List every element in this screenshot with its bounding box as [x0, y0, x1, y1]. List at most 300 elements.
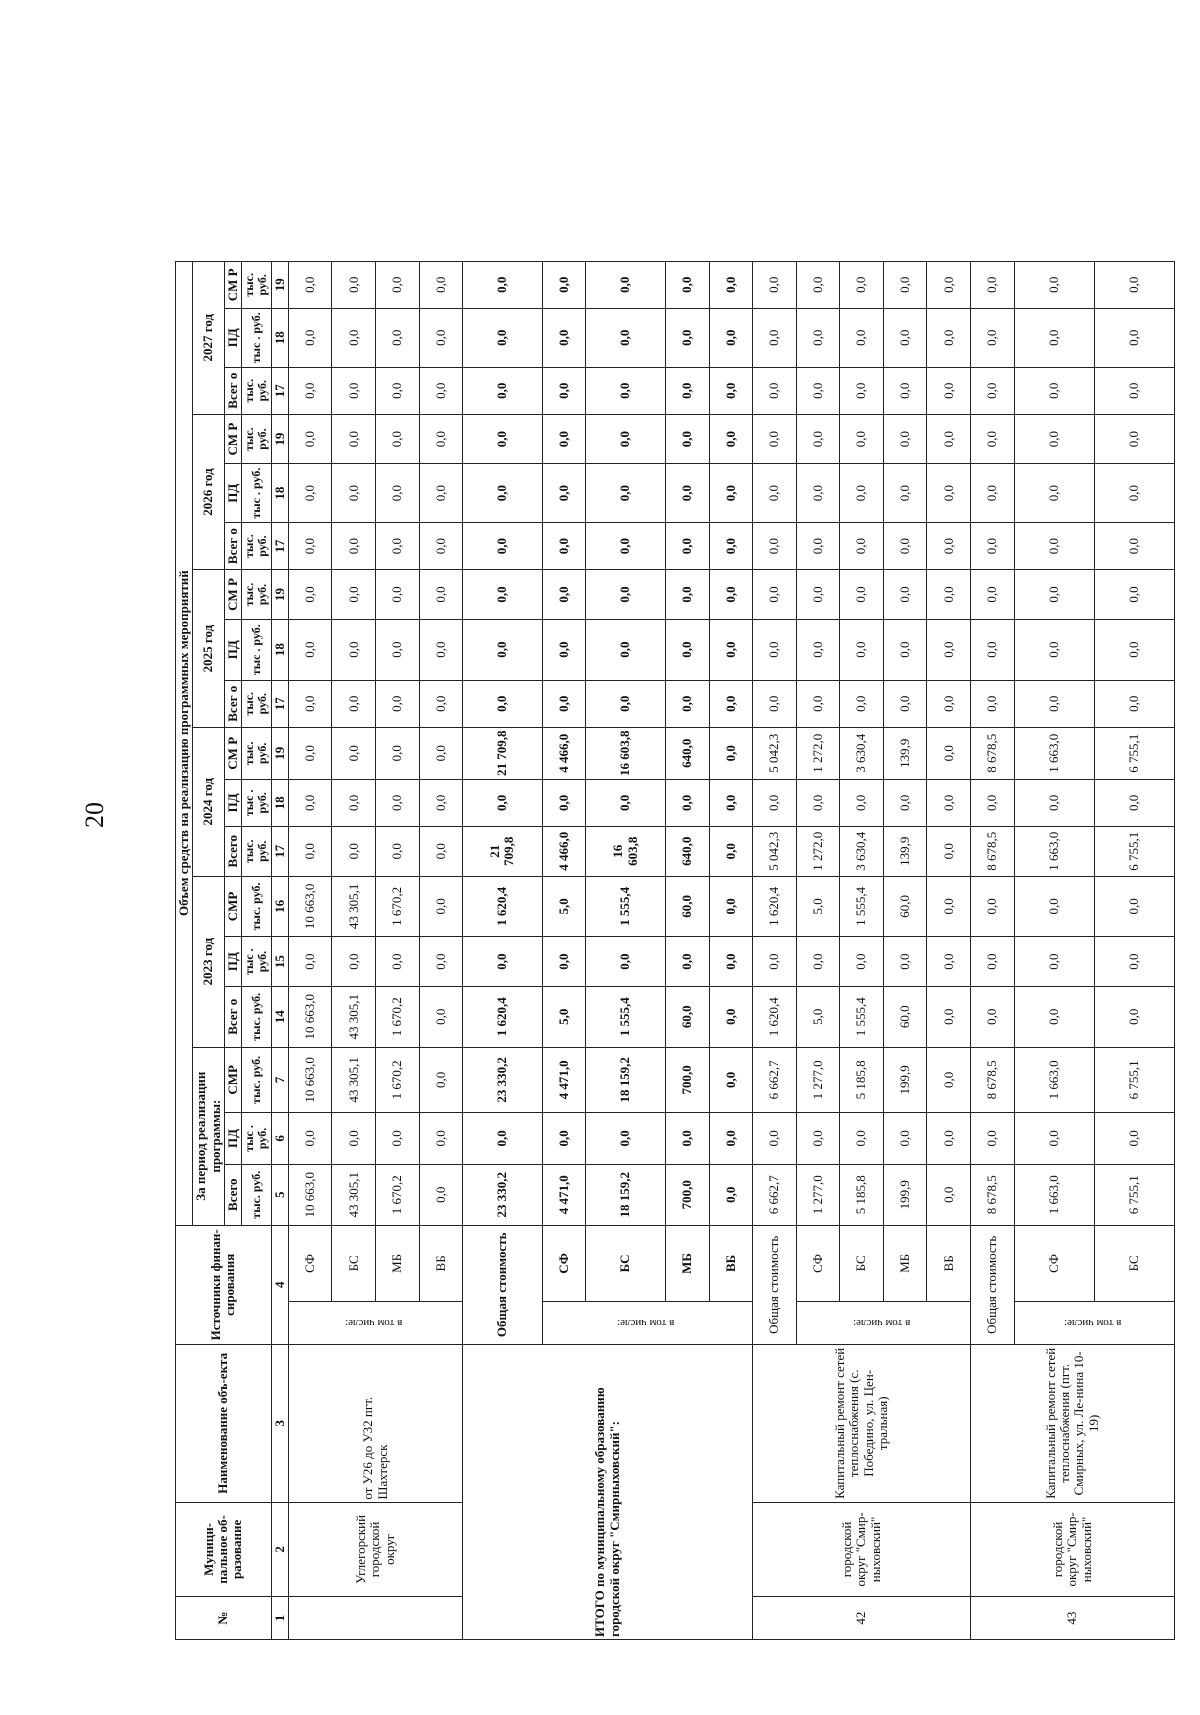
value-cell: 0,0	[883, 414, 927, 464]
column-number: 15	[271, 937, 288, 987]
unit-cell: тыс. руб.	[242, 522, 271, 569]
header-volume: Объем средств на реализацию программных мероприятий	[176, 261, 193, 1225]
value-cell: 0,0	[1014, 986, 1094, 1047]
value-cell: 0,0	[927, 522, 971, 569]
value-cell: 0,0	[376, 570, 420, 620]
value-cell: 0,0	[376, 308, 420, 367]
unit-cell: тыс. руб.	[242, 570, 271, 620]
total-cost-label: Общая стоимость	[753, 1225, 797, 1344]
value-cell: 1 620,4	[463, 986, 543, 1047]
value-cell: 0,0	[1014, 414, 1094, 464]
value-cell: 0,0	[796, 619, 840, 680]
rotated-table-wrapper	[175, 60, 1175, 1640]
value-cell: 0,0	[840, 570, 884, 620]
value-cell: 0,0	[665, 779, 709, 826]
header-year: 2025 год	[193, 570, 225, 728]
header-year: 2024 год	[193, 727, 225, 876]
header-sub: Всего	[224, 826, 241, 876]
value-cell: 0,0	[332, 522, 376, 569]
column-number: 4	[271, 1225, 288, 1344]
value-cell: 0,0	[1094, 619, 1174, 680]
value-cell: 0,0	[840, 937, 884, 987]
value-cell: 0,0	[927, 1047, 971, 1112]
in-total-label	[288, 1302, 462, 1345]
in-total-text: в том числе:	[1063, 1317, 1122, 1330]
header-sub: Всег о	[224, 680, 241, 727]
value-cell: 1 277,0	[796, 1047, 840, 1112]
value-cell: 0,0	[419, 680, 463, 727]
value-cell: 0,0	[753, 367, 797, 414]
header-sub: СМ Р	[224, 570, 241, 620]
column-number: 18	[271, 308, 288, 367]
header-sub: СМ Р	[224, 261, 241, 308]
value-cell: 0,0	[840, 680, 884, 727]
value-cell: 1 272,0	[796, 727, 840, 779]
value-cell: 0,0	[753, 680, 797, 727]
page-number: 20	[80, 802, 109, 828]
value-cell: 0,0	[970, 464, 1014, 523]
header-object: Наименование объ-екта	[176, 1344, 272, 1502]
value-cell: 0,0	[332, 779, 376, 826]
value-cell: 0,0	[542, 680, 586, 727]
unit-cell: тыс . руб.	[242, 464, 271, 523]
value-cell: 0,0	[288, 779, 332, 826]
column-number: 18	[271, 619, 288, 680]
header-year: 2026 год	[193, 414, 225, 569]
value-cell: 0,0	[463, 261, 543, 308]
value-cell: 0,0	[332, 619, 376, 680]
value-cell: 3 630,4	[840, 727, 884, 779]
value-cell: 0,0	[463, 680, 543, 727]
value-cell: 0,0	[463, 619, 543, 680]
value-cell: 0,0	[840, 367, 884, 414]
source-row	[288, 61, 332, 1640]
header-sub: СМР	[224, 1047, 241, 1112]
section-total-row	[970, 61, 1014, 1640]
header-no: №	[176, 1597, 272, 1640]
column-number: 19	[271, 261, 288, 308]
value-cell: 8 678,5	[970, 1047, 1014, 1112]
value-cell: 0,0	[332, 414, 376, 464]
value-cell: 6 755,1	[1094, 1047, 1174, 1112]
unit-cell: тыс. руб.	[242, 680, 271, 727]
value-cell: 0,0	[927, 619, 971, 680]
value-cell: 139,9	[883, 826, 927, 876]
value-cell: 199,9	[883, 1164, 927, 1225]
value-cell: 0,0	[840, 414, 884, 464]
value-cell: 0,0	[840, 779, 884, 826]
value-cell: 0,0	[709, 464, 753, 523]
value-cell: 0,0	[288, 570, 332, 620]
value-cell: 0,0	[970, 1113, 1014, 1165]
value-cell: 0,0	[970, 680, 1014, 727]
value-cell: 23 330,2	[463, 1047, 543, 1112]
value-cell: 60,0	[883, 876, 927, 937]
value-cell: 4 466,0	[542, 727, 586, 779]
value-cell: 0,0	[1094, 1113, 1174, 1165]
column-number: 19	[271, 414, 288, 464]
table-header	[176, 61, 289, 1640]
unit-cell: тыс. руб.	[242, 876, 271, 937]
value-cell: 3 630,4	[840, 826, 884, 876]
header-sub: Всег о	[224, 522, 241, 569]
value-cell: 0,0	[586, 779, 666, 826]
value-cell: 4 471,0	[542, 1164, 586, 1225]
column-number: 5	[271, 1164, 288, 1225]
value-cell: 0,0	[586, 261, 666, 308]
header-mo: Муници-пальное об-разование	[176, 1502, 272, 1597]
value-cell: 0,0	[288, 308, 332, 367]
column-number: 18	[271, 464, 288, 523]
source-code: ВБ	[709, 1225, 753, 1302]
value-cell: 8 678,5	[970, 727, 1014, 779]
value-cell: 0,0	[586, 522, 666, 569]
value-cell: 10 663,0	[288, 1047, 332, 1112]
value-cell: 0,0	[1014, 680, 1094, 727]
in-total-text: в том числе:	[617, 1317, 675, 1330]
header-sub: Всег о	[224, 986, 241, 1047]
value-cell: 0,0	[883, 367, 927, 414]
value-cell: 0,0	[796, 464, 840, 523]
value-cell: 0,0	[883, 680, 927, 727]
value-cell: 0,0	[840, 1113, 884, 1165]
value-cell: 0,0	[665, 937, 709, 987]
value-cell: 0,0	[376, 727, 420, 779]
value-cell: 0,0	[419, 619, 463, 680]
value-cell: 0,0	[753, 522, 797, 569]
value-cell: 1 670,2	[376, 1047, 420, 1112]
value-cell: 0,0	[883, 1113, 927, 1165]
value-cell: 0,0	[376, 779, 420, 826]
header-row-1	[176, 61, 193, 1640]
value-cell: 0,0	[665, 522, 709, 569]
value-cell: 0,0	[753, 937, 797, 987]
section-total-row	[463, 61, 543, 1640]
value-cell: 0,0	[709, 414, 753, 464]
value-cell: 0,0	[883, 937, 927, 987]
value-cell: 0,0	[753, 464, 797, 523]
value-cell: 640,0	[665, 727, 709, 779]
value-cell: 0,0	[840, 261, 884, 308]
value-cell: 5,0	[542, 876, 586, 937]
value-cell: 0,0	[927, 986, 971, 1047]
value-cell: 0,0	[332, 1113, 376, 1165]
value-cell: 0,0	[1094, 414, 1174, 464]
value-cell: 0,0	[1094, 261, 1174, 308]
table-body	[288, 61, 1174, 1640]
column-number: 17	[271, 826, 288, 876]
value-cell: 8 678,5	[970, 1164, 1014, 1225]
financing-table	[175, 60, 1175, 1640]
value-cell: 640,0	[665, 826, 709, 876]
value-cell: 0,0	[542, 367, 586, 414]
value-cell: 0,0	[332, 308, 376, 367]
value-cell: 0,0	[376, 261, 420, 308]
value-cell: 1 663,0	[1014, 1047, 1094, 1112]
value-cell: 0,0	[288, 680, 332, 727]
value-cell: 0,0	[709, 680, 753, 727]
value-cell: 0,0	[1014, 619, 1094, 680]
value-cell: 0,0	[970, 937, 1014, 987]
column-number: 1	[271, 1597, 288, 1640]
value-cell: 0,0	[927, 826, 971, 876]
value-cell: 0,0	[970, 876, 1014, 937]
municipality: городской округ "Смир-ныховский"	[753, 1502, 971, 1597]
value-cell: 0,0	[970, 308, 1014, 367]
value-cell: 0,0	[970, 619, 1014, 680]
value-cell: 0,0	[463, 464, 543, 523]
value-cell: 0,0	[332, 680, 376, 727]
value-cell: 700,0	[665, 1047, 709, 1112]
value-cell: 0,0	[1094, 876, 1174, 937]
value-cell: 0,0	[586, 308, 666, 367]
value-cell: 60,0	[665, 986, 709, 1047]
column-number: 18	[271, 779, 288, 826]
value-cell: 23 330,2	[463, 1164, 543, 1225]
value-cell: 18 159,2	[586, 1047, 666, 1112]
header-sub: Всего	[224, 1164, 241, 1225]
value-cell: 4 471,0	[542, 1047, 586, 1112]
value-cell: 0,0	[1014, 308, 1094, 367]
value-cell: 0,0	[288, 727, 332, 779]
value-cell: 0,0	[665, 570, 709, 620]
value-cell: 10 663,0	[288, 1164, 332, 1225]
column-number: 3	[271, 1344, 288, 1502]
value-cell: 10 663,0	[288, 876, 332, 937]
unit-cell: тыс . руб.	[242, 1113, 271, 1165]
value-cell: 0,0	[1094, 522, 1174, 569]
value-cell: 0,0	[1094, 986, 1174, 1047]
column-number: 17	[271, 522, 288, 569]
unit-cell: тыс. руб.	[242, 727, 271, 779]
value-cell: 0,0	[753, 779, 797, 826]
value-cell: 0,0	[709, 261, 753, 308]
value-cell: 0,0	[665, 308, 709, 367]
source-code: ВБ	[419, 1225, 463, 1302]
value-cell: 0,0	[288, 1113, 332, 1165]
value-cell: 0,0	[970, 986, 1014, 1047]
value-cell: 0,0	[1094, 367, 1174, 414]
value-cell: 0,0	[1014, 464, 1094, 523]
value-cell: 0,0	[927, 367, 971, 414]
header-sub: ПД	[224, 1113, 241, 1165]
column-numbers-row	[271, 61, 288, 1640]
header-year: 2027 год	[193, 261, 225, 414]
value-cell: 0,0	[709, 876, 753, 937]
source-code: БС	[586, 1225, 666, 1302]
value-cell: 0,0	[796, 522, 840, 569]
value-cell: 6 755,1	[1094, 727, 1174, 779]
value-cell: 0,0	[1094, 570, 1174, 620]
value-cell: 8 678,5	[970, 826, 1014, 876]
value-cell: 5,0	[796, 876, 840, 937]
value-cell: 1 620,4	[753, 986, 797, 1047]
value-cell: 0,0	[419, 308, 463, 367]
value-cell: 0,0	[419, 727, 463, 779]
value-cell: 5 185,8	[840, 1164, 884, 1225]
value-cell: 5,0	[796, 986, 840, 1047]
total-cost-label: Общая стоимость	[463, 1225, 543, 1344]
section-total-label: ИТОГО по муниципальному образованию городской округ "Смирныховский":	[463, 1344, 753, 1639]
value-cell: 0,0	[709, 522, 753, 569]
value-cell: 0,0	[796, 367, 840, 414]
value-cell: 0,0	[463, 570, 543, 620]
value-cell: 0,0	[288, 826, 332, 876]
value-cell: 60,0	[665, 876, 709, 937]
value-cell: 0,0	[463, 937, 543, 987]
value-cell: 0,0	[840, 522, 884, 569]
value-cell: 0,0	[332, 727, 376, 779]
value-cell: 0,0	[542, 779, 586, 826]
value-cell: 0,0	[419, 367, 463, 414]
unit-cell: тыс . руб.	[242, 937, 271, 987]
value-cell: 0,0	[927, 680, 971, 727]
value-cell: 0,0	[883, 308, 927, 367]
value-cell: 21 709,8	[463, 727, 543, 779]
value-cell: 0,0	[288, 261, 332, 308]
value-cell: 43 305,1	[332, 986, 376, 1047]
value-cell: 43 305,1	[332, 876, 376, 937]
value-cell: 0,0	[796, 570, 840, 620]
value-cell: 0,0	[332, 464, 376, 523]
value-cell: 0,0	[970, 570, 1014, 620]
source-code: МБ	[665, 1225, 709, 1302]
value-cell: 0,0	[1094, 779, 1174, 826]
value-cell: 16 603,8	[586, 727, 666, 779]
value-cell: 0,0	[1094, 937, 1174, 987]
value-cell: 6 662,7	[753, 1164, 797, 1225]
value-cell: 0,0	[883, 619, 927, 680]
value-cell: 0,0	[883, 570, 927, 620]
value-cell: 700,0	[665, 1164, 709, 1225]
value-cell: 0,0	[796, 261, 840, 308]
value-cell: 1 663,0	[1014, 727, 1094, 779]
value-cell: 1 670,2	[376, 1164, 420, 1225]
value-cell: 0,0	[796, 414, 840, 464]
value-cell: 0,0	[709, 367, 753, 414]
value-cell: 0,0	[463, 779, 543, 826]
value-cell: 0,0	[586, 464, 666, 523]
value-cell: 0,0	[332, 570, 376, 620]
column-number: 19	[271, 570, 288, 620]
value-cell: 0,0	[376, 619, 420, 680]
value-cell: 1 620,4	[463, 876, 543, 937]
value-cell: 0,0	[709, 570, 753, 620]
value-cell: 0,0	[376, 464, 420, 523]
value-cell: 0,0	[463, 414, 543, 464]
value-cell: 0,0	[1094, 680, 1174, 727]
value-cell: 1 272,0	[796, 826, 840, 876]
source-code: СФ	[796, 1225, 840, 1302]
value-cell: 0,0	[927, 1164, 971, 1225]
value-cell: 0,0	[840, 464, 884, 523]
source-code: БС	[840, 1225, 884, 1302]
value-cell: 0,0	[288, 367, 332, 414]
in-total-text: в том числе:	[853, 1317, 911, 1330]
column-number: 6	[271, 1113, 288, 1165]
value-cell: 0,0	[927, 1113, 971, 1165]
value-cell: 0,0	[332, 826, 376, 876]
value-cell: 0,0	[419, 986, 463, 1047]
value-cell: 0,0	[419, 876, 463, 937]
row-number	[288, 1597, 462, 1640]
value-cell: 0,0	[586, 680, 666, 727]
value-cell: 0,0	[709, 986, 753, 1047]
header-sub: ПД	[224, 937, 241, 987]
value-cell: 0,0	[709, 727, 753, 779]
unit-cell: тыс. руб.	[242, 986, 271, 1047]
value-cell: 0,0	[586, 414, 666, 464]
value-cell: 6 755,1	[1094, 1164, 1174, 1225]
value-cell: 0,0	[586, 570, 666, 620]
value-cell: 1 620,4	[753, 876, 797, 937]
value-cell: 1 663,0	[1014, 826, 1094, 876]
unit-cell: тыс . руб.	[242, 779, 271, 826]
value-cell: 0,0	[709, 1047, 753, 1112]
value-cell: 0,0	[796, 779, 840, 826]
value-cell: 0,0	[970, 261, 1014, 308]
value-cell: 0,0	[288, 619, 332, 680]
value-cell: 0,0	[586, 619, 666, 680]
value-cell: 1 663,0	[1014, 1164, 1094, 1225]
value-cell: 0,0	[753, 414, 797, 464]
value-cell: 0,0	[419, 1113, 463, 1165]
source-code: СФ	[1014, 1225, 1094, 1302]
column-number: 7	[271, 1047, 288, 1112]
value-cell: 0,0	[376, 680, 420, 727]
value-cell: 0,0	[419, 570, 463, 620]
value-cell: 1 670,2	[376, 876, 420, 937]
value-cell: 0,0	[927, 876, 971, 937]
value-cell: 0,0	[883, 261, 927, 308]
value-cell: 0,0	[970, 779, 1014, 826]
value-cell: 0,0	[542, 1113, 586, 1165]
value-cell: 0,0	[288, 464, 332, 523]
source-code: МБ	[883, 1225, 927, 1302]
unit-cell: тыс. руб.	[242, 367, 271, 414]
object-name: Капитальный ремонт сетей теплоснабжения (пгт. Смирных, ул. Ле-нина 10-19)	[970, 1344, 1174, 1502]
value-cell: 0,0	[542, 414, 586, 464]
value-cell: 199,9	[883, 1047, 927, 1112]
value-cell: 5 185,8	[840, 1047, 884, 1112]
column-number: 17	[271, 367, 288, 414]
value-cell: 0,0	[840, 619, 884, 680]
value-cell: 0,0	[1014, 779, 1094, 826]
column-number: 14	[271, 986, 288, 1047]
value-cell: 0,0	[419, 779, 463, 826]
value-cell: 0,0	[332, 367, 376, 414]
value-cell: 0,0	[1014, 1113, 1094, 1165]
value-cell: 0,0	[970, 367, 1014, 414]
value-cell: 0,0	[288, 414, 332, 464]
object-name: от У26 до У32 пгт. Шахтерск	[288, 1344, 462, 1502]
value-cell: 21 709,8	[463, 826, 543, 876]
unit-cell: тыс. руб.	[242, 261, 271, 308]
value-cell: 0,0	[1014, 937, 1094, 987]
header-period: За период реализации программы:	[193, 1047, 225, 1225]
header-sub: ПД	[224, 464, 241, 523]
value-cell: 0,0	[586, 937, 666, 987]
value-cell: 0,0	[709, 308, 753, 367]
column-number: 19	[271, 727, 288, 779]
value-cell: 18 159,2	[586, 1164, 666, 1225]
unit-cell: тыс. руб.	[242, 826, 271, 876]
value-cell: 0,0	[376, 1113, 420, 1165]
header-sub: СМ Р	[224, 727, 241, 779]
value-cell: 0,0	[665, 680, 709, 727]
value-cell: 0,0	[753, 261, 797, 308]
value-cell: 0,0	[1014, 570, 1094, 620]
